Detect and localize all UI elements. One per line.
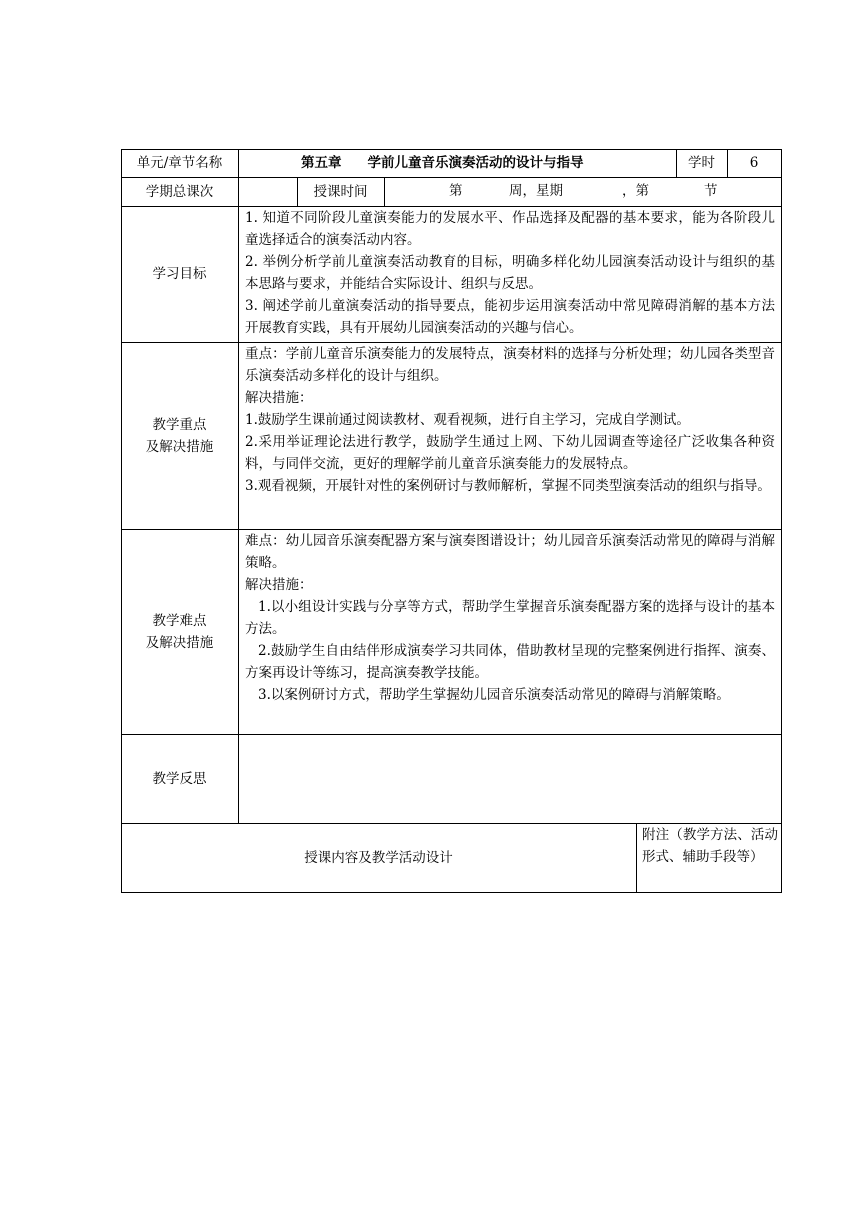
difficulties-measure-item: 2.鼓励学生自由结伴形成演奏学习共同体，借助教材呈现的完整案例进行指挥、演奏、方案再设计等练习，提高演奏教学技能。 [245, 643, 775, 681]
keypoints-label-line1: 教学重点 [152, 416, 207, 433]
time-di: 第 [449, 183, 463, 199]
content-design-label-text: 授课内容及教学活动设计 [304, 849, 453, 866]
unit-label-text: 单元/章节名称 [136, 155, 223, 171]
time-label-text: 授课时间 [313, 183, 368, 200]
time-value [384, 177, 781, 206]
reflection-label-text: 教学反思 [152, 770, 207, 787]
difficulties-content [245, 530, 775, 733]
objective-item: 3. 阐述学前儿童演奏活动的指导要点，能初步运用演奏活动中常见障碍消解的基本方法开展教育实践，具有开展幼儿园演奏活动的兴趣与信心。 [245, 298, 775, 336]
keypoints-label [121, 342, 238, 529]
unit-label [121, 149, 238, 177]
semester-value [238, 177, 297, 206]
keypoints-measure-item: 1.鼓励学生课前通过阅读教材、观看视频，进行自主学习，完成自学测试。 [245, 412, 690, 428]
objectives-label-text: 学习目标 [152, 266, 207, 282]
difficulties-measures-label: 解决措施： [245, 577, 313, 593]
semester-label [121, 177, 238, 206]
keypoints-measure-item: 3.观看视频，开展针对性的案例研讨与教师解析，掌握不同类型演奏活动的组织与指导。 [245, 478, 771, 494]
note-label-text: 附注（教学方法、活动形式、辅助手段等） [642, 827, 778, 865]
chapter-number: 第五章 [301, 155, 342, 171]
objectives-label [121, 206, 238, 342]
difficulties-intro: 难点：幼儿园音乐演奏配器方案与演奏图谱设计；幼儿园音乐演奏活动常见的障碍与消解策略。 [245, 533, 775, 571]
time-comma-di: ，第 [622, 183, 649, 199]
hours-value [727, 149, 781, 177]
difficulties-label-line1: 教学难点 [152, 612, 207, 629]
difficulties-measure-item: 1.以小组设计实践与分享等方式，帮助学生掌握音乐演奏配器方案的选择与设计的基本方法。 [245, 599, 775, 637]
table-border [121, 892, 782, 893]
keypoints-measures-label: 解决措施： [245, 390, 313, 406]
time-label [297, 177, 384, 206]
time-week: 周，星期 [509, 183, 563, 199]
hours-label-text: 学时 [688, 155, 715, 171]
table-border [781, 149, 782, 893]
difficulties-label [121, 529, 238, 734]
difficulties-label-line2: 及解决措施 [145, 634, 214, 651]
time-section: 节 [704, 183, 718, 199]
table-border [636, 823, 637, 893]
hours-value-text: 6 [749, 155, 759, 171]
hours-label [676, 149, 727, 177]
difficulties-measure-item: 3.以案例研讨方式，帮助学生掌握幼儿园音乐演奏活动常见的障碍与消解策略。 [258, 687, 730, 703]
objective-item: 1. 知道不同阶段儿童演奏能力的发展水平、作品选择及配器的基本要求，能为各阶段儿童选择适合的演奏活动内容。 [245, 210, 775, 248]
objective-item: 2. 举例分析学前儿童演奏活动教育的目标，明确多样化幼儿园演奏活动设计与组织的基本思路与要求，并能结合实际设计、组织与反思。 [245, 254, 775, 292]
content-design-label [121, 823, 636, 892]
chapter-title [301, 149, 671, 177]
keypoints-label-line2: 及解决措施 [145, 438, 214, 455]
reflection-label [121, 734, 238, 823]
chapter-name: 学前儿童音乐演奏活动的设计与指导 [367, 155, 584, 171]
keypoints-intro: 重点：学前儿童音乐演奏能力的发展特点，演奏材料的选择与分析处理；幼儿园各类型音乐演奏活动多样化的设计与组织。 [245, 346, 775, 384]
reflection-content [245, 735, 775, 822]
objectives-content [245, 207, 775, 341]
keypoints-measure-item: 2.采用举证理论法进行教学，鼓励学生通过上网、下幼儿园调查等途径广泛收集各种资料，与同伴交流，更好的理解学前儿童音乐演奏能力的发展特点。 [245, 434, 775, 472]
semester-label-text: 学期总课次 [145, 183, 214, 200]
keypoints-content [245, 343, 775, 528]
table-border [238, 149, 239, 824]
note-label [642, 824, 778, 892]
